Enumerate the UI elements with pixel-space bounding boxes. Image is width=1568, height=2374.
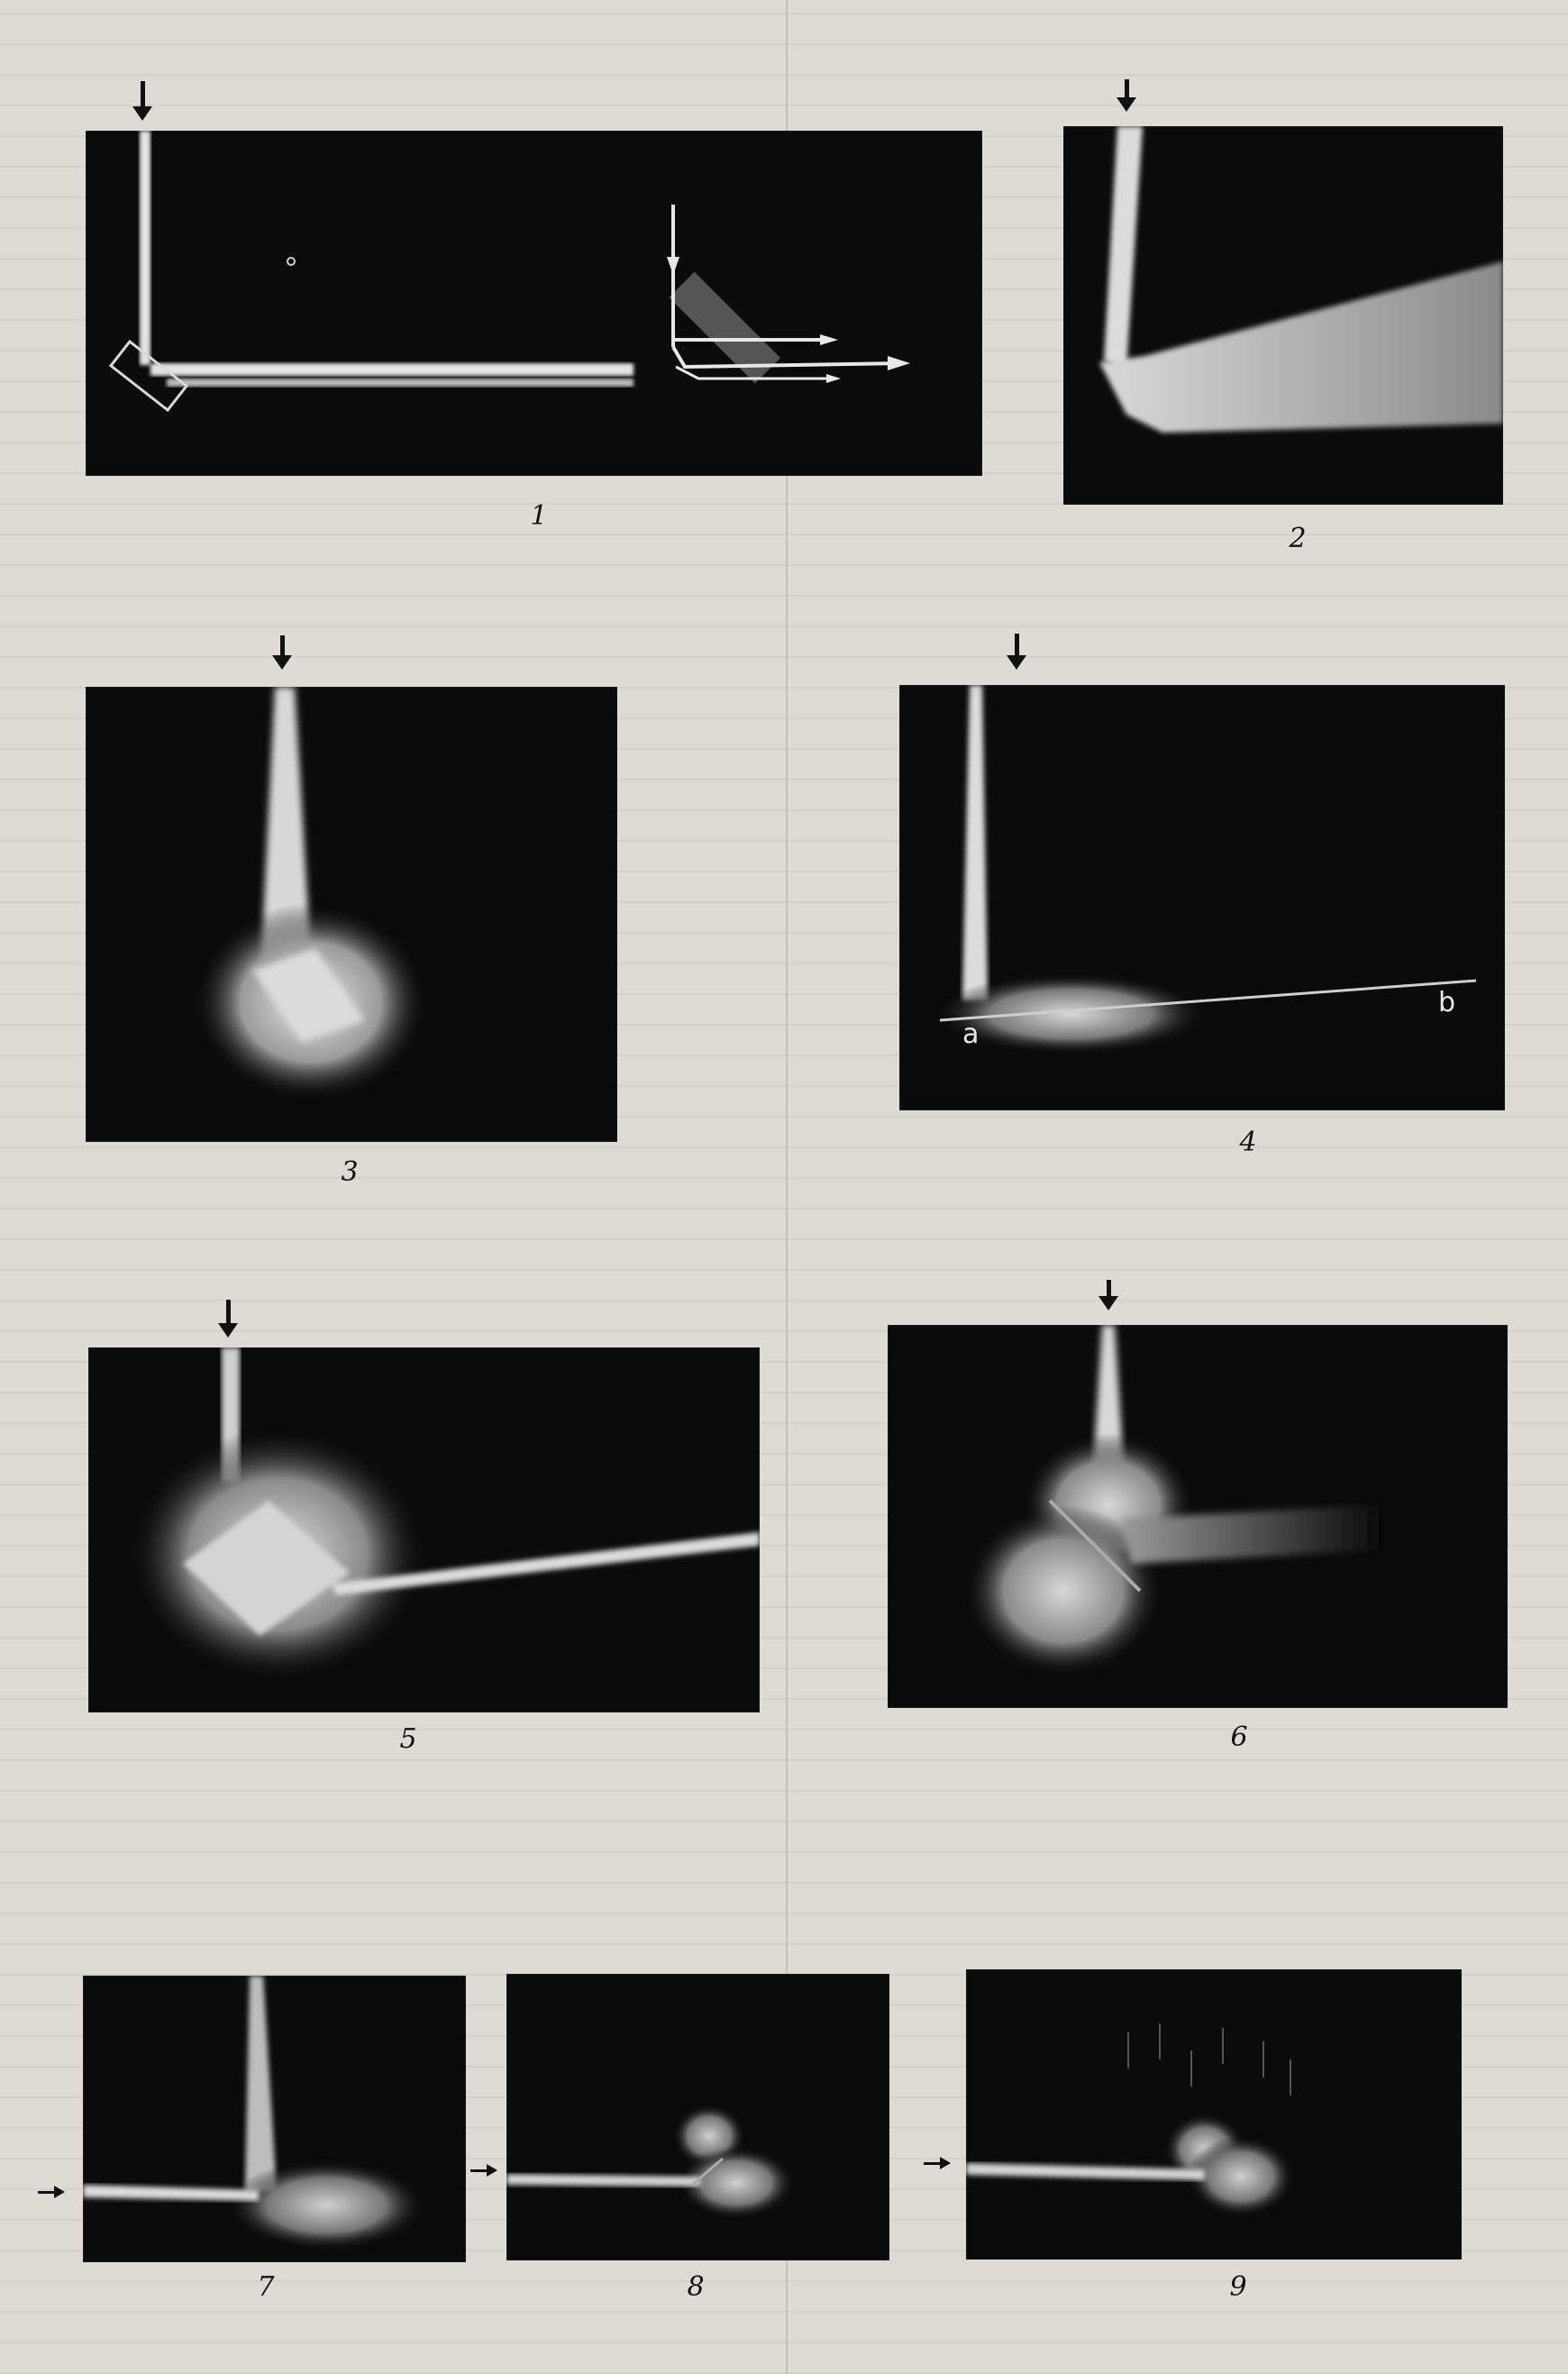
photo-panel-8 (506, 1974, 889, 2260)
scattered-fan (1099, 261, 1503, 433)
photo-panel-7 (83, 1976, 466, 2262)
caption-8: 8 (687, 2271, 705, 2303)
vertical-beam (245, 1976, 277, 2192)
photo-panel-3 (86, 687, 617, 1142)
incident-beam (140, 131, 150, 365)
caption-9: 9 (1229, 2271, 1247, 2303)
caption-6: 6 (1230, 1721, 1248, 1753)
panel-4-drawing (899, 685, 1505, 1110)
inset-ray-2-head (888, 356, 910, 370)
incident-beam (506, 2174, 700, 2187)
reflected-beam (150, 363, 634, 376)
panel-5-drawing (88, 1347, 760, 1712)
second-reflected-beam (167, 379, 634, 387)
inset-ray-1-head (820, 334, 838, 345)
photo-panel-9 (966, 1969, 1462, 2260)
photo-panel-1 (86, 131, 982, 476)
panel-3-drawing (86, 687, 617, 1142)
faint-streaks (1128, 2023, 1290, 2096)
panel-6-drawing (888, 1325, 1508, 1708)
caption-5: 5 (399, 1723, 417, 1755)
glow-spot (227, 2160, 425, 2251)
photo-panel-4 (899, 685, 1505, 1110)
panel-2-drawing (1063, 126, 1503, 505)
inset-arrow-head (667, 257, 679, 275)
small-circle (287, 258, 295, 265)
panel-8-drawing (506, 1974, 889, 2260)
incident-beam (83, 2185, 259, 2201)
label-b: b (1438, 987, 1456, 1018)
label-a: a (962, 1018, 980, 1050)
photo-panel-6 (888, 1325, 1508, 1708)
caption-7: 7 (257, 2271, 275, 2303)
inset-ray-3-head (826, 374, 841, 383)
panel-7-drawing (83, 1976, 466, 2262)
caption-3: 3 (341, 1156, 359, 1188)
caption-4: 4 (1239, 1127, 1257, 1158)
panel-9-drawing (966, 1969, 1462, 2260)
photo-panel-5 (88, 1347, 760, 1712)
inset-ray-2 (673, 347, 901, 367)
panel-1-drawing (86, 131, 982, 476)
incident-beam (962, 685, 988, 1000)
photo-panel-2 (1063, 126, 1503, 505)
caption-1: 1 (530, 500, 548, 532)
incident-beam (1104, 126, 1143, 370)
caption-2: 2 (1289, 523, 1307, 554)
